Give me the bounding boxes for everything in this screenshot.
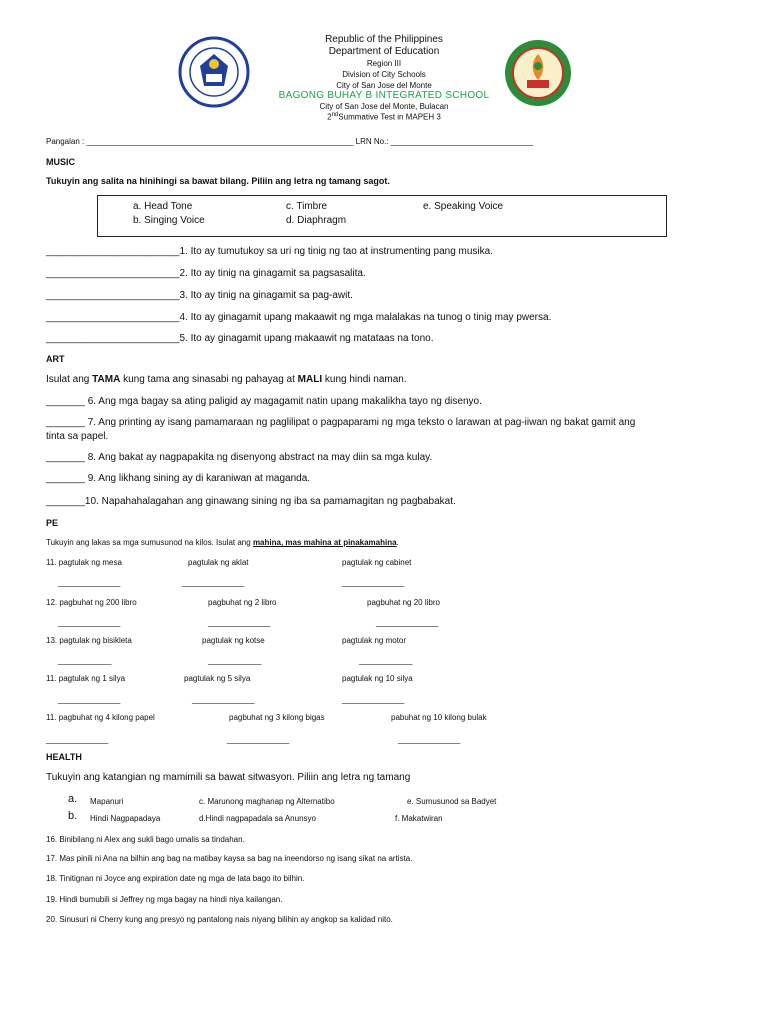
music-choice-b: b. Singing Voice (133, 215, 205, 226)
pe-row-5-item-3: pabuhat ng 10 kilong bulak (391, 713, 487, 722)
health-option-c: c. Marunong maghanap ng Alternatibo (199, 797, 335, 806)
music-choice-c: c. Timbre (286, 201, 328, 212)
header-republic: Republic of the Philippines (325, 34, 443, 45)
pe-row-3-blank-2: ____________ (208, 656, 262, 665)
header-division: Division of City Schools (342, 70, 426, 79)
pe-instruction: Tukuyin ang lakas sa mga sumusunod na kilos. Isulat ang mahina, mas mahina at pinakamahina. (46, 538, 399, 547)
health-instruction: Tukuyin ang katangian ng mamimili sa bawat sitwasyon. Piliin ang letra ng tamang (46, 772, 411, 783)
pe-row-5-blank-1: ______________ (46, 735, 109, 744)
music-item-5: ________________________5. Ito ay ginagamit upang makaawit ng matataas na tono. (46, 333, 434, 344)
pe-row-4-blank-3: ______________ (342, 695, 405, 704)
pe-row-5-item-2: pagbuhat ng 3 kilong bigas (229, 713, 325, 722)
header-region: Region III (366, 59, 402, 68)
pe-row-1-blank-3: ______________ (342, 578, 405, 587)
art-instruction: Isulat ang TAMA kung tama ang sinasabi ng pahayag at MALI kung hindi naman. (46, 374, 407, 385)
header-address: City of San Jose del Monte, Bulacan (319, 102, 449, 111)
pe-row-1-item-2: pagtulak ng aklat (188, 558, 249, 567)
header-test-title: 2ndSummative Test in MAPEH 3 (327, 112, 441, 122)
pe-row-4-blank-1: ______________ (58, 695, 121, 704)
art-item-9: _______ 9. Ang likhang sining ay di karaniwan at maganda. (46, 473, 311, 484)
pe-row-3-blank-3: ____________ (359, 656, 413, 665)
health-option-e: e. Sumusunod sa Badyet (407, 797, 497, 806)
pe-row-5-blank-3: ______________ (398, 735, 461, 744)
art-item-8: _______ 8. Ang bakat ay nagpapakita ng disenyong abstract na may diin sa mga kulay. (46, 452, 433, 463)
art-heading: ART (46, 354, 65, 364)
pe-row-2-item-2: pagbuhat ng 2 libro (208, 598, 277, 607)
pe-row-4-item-1: 11. pagtulak ng 1 silya (46, 674, 126, 683)
pe-row-3-item-2: pagtulak ng kotse (202, 636, 265, 645)
art-item-6: _______ 6. Ang mga bagay sa ating paligid ay magagamit natin upang makalikha tayo ng disenyo. (46, 396, 482, 407)
pe-heading: PE (46, 518, 59, 528)
art-item-7: _______ 7. Ang printing ay isang pamamaraan ng paglilipat o pagpaparami ng mga teksto o larawan at pag-iiwan ng bakat gamit ang (46, 417, 636, 428)
health-item-16: 16. Binibilang ni Alex ang sukli bago umalis sa tindahan. (46, 835, 245, 844)
header-department: Department of Education (328, 46, 440, 57)
music-item-1: ________________________1. Ito ay tumutukoy sa uri ng tinig ng tao at instrumenting pang musika. (46, 246, 493, 257)
music-instruction: Tukuyin ang salita na hinihingi sa bawat bilang. Piliin ang letra ng tamang sagot. (46, 176, 390, 186)
pe-row-2-item-3: pagbuhat ng 20 libro (367, 598, 440, 607)
music-item-4: ________________________4. Ito ay ginagamit upang makaawit ng mga malalakas na tunog o tinig may pwersa. (46, 312, 552, 323)
music-heading: MUSIC (46, 157, 75, 167)
music-item-3: ________________________3. Ito ay tinig na ginagamit sa pag-awit. (46, 290, 353, 301)
health-letter-a: a. (68, 793, 78, 805)
health-heading: HEALTH (46, 752, 82, 762)
pe-row-4-item-2: pagtulak ng 5 silya (184, 674, 251, 683)
pe-row-4-item-3: pagtulak ng 10 silya (342, 674, 413, 683)
health-letter-b: b. (68, 810, 78, 822)
header-city: City of San Jose del Monte (336, 81, 432, 90)
health-option-d: d.Hindi nagpapadala sa Anunsyo (199, 814, 316, 823)
pe-row-1-item-1: 11. pagtulak ng mesa (46, 558, 122, 567)
health-option-a: Mapanuri (90, 797, 124, 806)
pe-row-5-blank-2: ______________ (227, 735, 290, 744)
pe-row-2-blank-1: ______________ (58, 618, 121, 627)
pe-row-2-blank-2: ______________ (208, 618, 271, 627)
music-item-2: ________________________2. Ito ay tinig na ginagamit sa pagsasalita. (46, 268, 366, 279)
health-item-17: 17. Mas pinili ni Ana na bilhin ang bag na matibay kaysa sa bag na ineendorso ng isang sikat na artista. (46, 854, 413, 863)
pe-row-3-item-3: pagtulak ng motor (342, 636, 407, 645)
pe-row-1-blank-1: ______________ (58, 578, 121, 587)
pe-row-2-blank-3: ______________ (376, 618, 439, 627)
health-item-19: 19. Hindi bumubili si Jeffrey ng mga bagay na hindi niya kailangan. (46, 895, 283, 904)
pe-row-2-item-1: 12. pagbuhat ng 200 libro (46, 598, 137, 607)
pe-row-5-item-1: 11. pagbuhat ng 4 kilong papel (46, 713, 155, 722)
music-choice-e: e. Speaking Voice (423, 201, 504, 212)
health-item-18: 18. Tinitignan ni Joyce ang expiration date ng mga de lata bago ito bilhin. (46, 874, 305, 883)
music-choice-d: d. Diaphragm (286, 215, 347, 226)
art-item-7-cont: tinta sa papel. (46, 431, 109, 442)
health-option-f: f. Makatwiran (395, 814, 443, 823)
music-choice-a: a. Head Tone (133, 201, 193, 212)
health-item-20: 20. Sinusuri ni Cherry kung ang presyo ng pantalong nais niyang bilihin ay angkop sa kalidad nito. (46, 915, 393, 924)
pe-row-1-item-3: pagtulak ng cabinet (342, 558, 412, 567)
student-name-line: Pangalan : ____________________________________________________________ LRN No.: ________________________________ (46, 137, 534, 146)
pe-row-1-blank-2: ______________ (182, 578, 245, 587)
pe-row-3-blank-1: ____________ (58, 656, 112, 665)
health-option-b: Hindi Nagpapadaya (90, 814, 161, 823)
art-item-10: _______10. Napahahalagahan ang ginawang sining ng iba sa pamamagitan ng pagbabakat. (46, 496, 456, 507)
pe-row-3-item-1: 13. pagtulak ng bisikleta (46, 636, 132, 645)
header-school-name: BAGONG BUHAY B INTEGRATED SCHOOL (278, 90, 490, 101)
pe-row-4-blank-2: ______________ (192, 695, 255, 704)
